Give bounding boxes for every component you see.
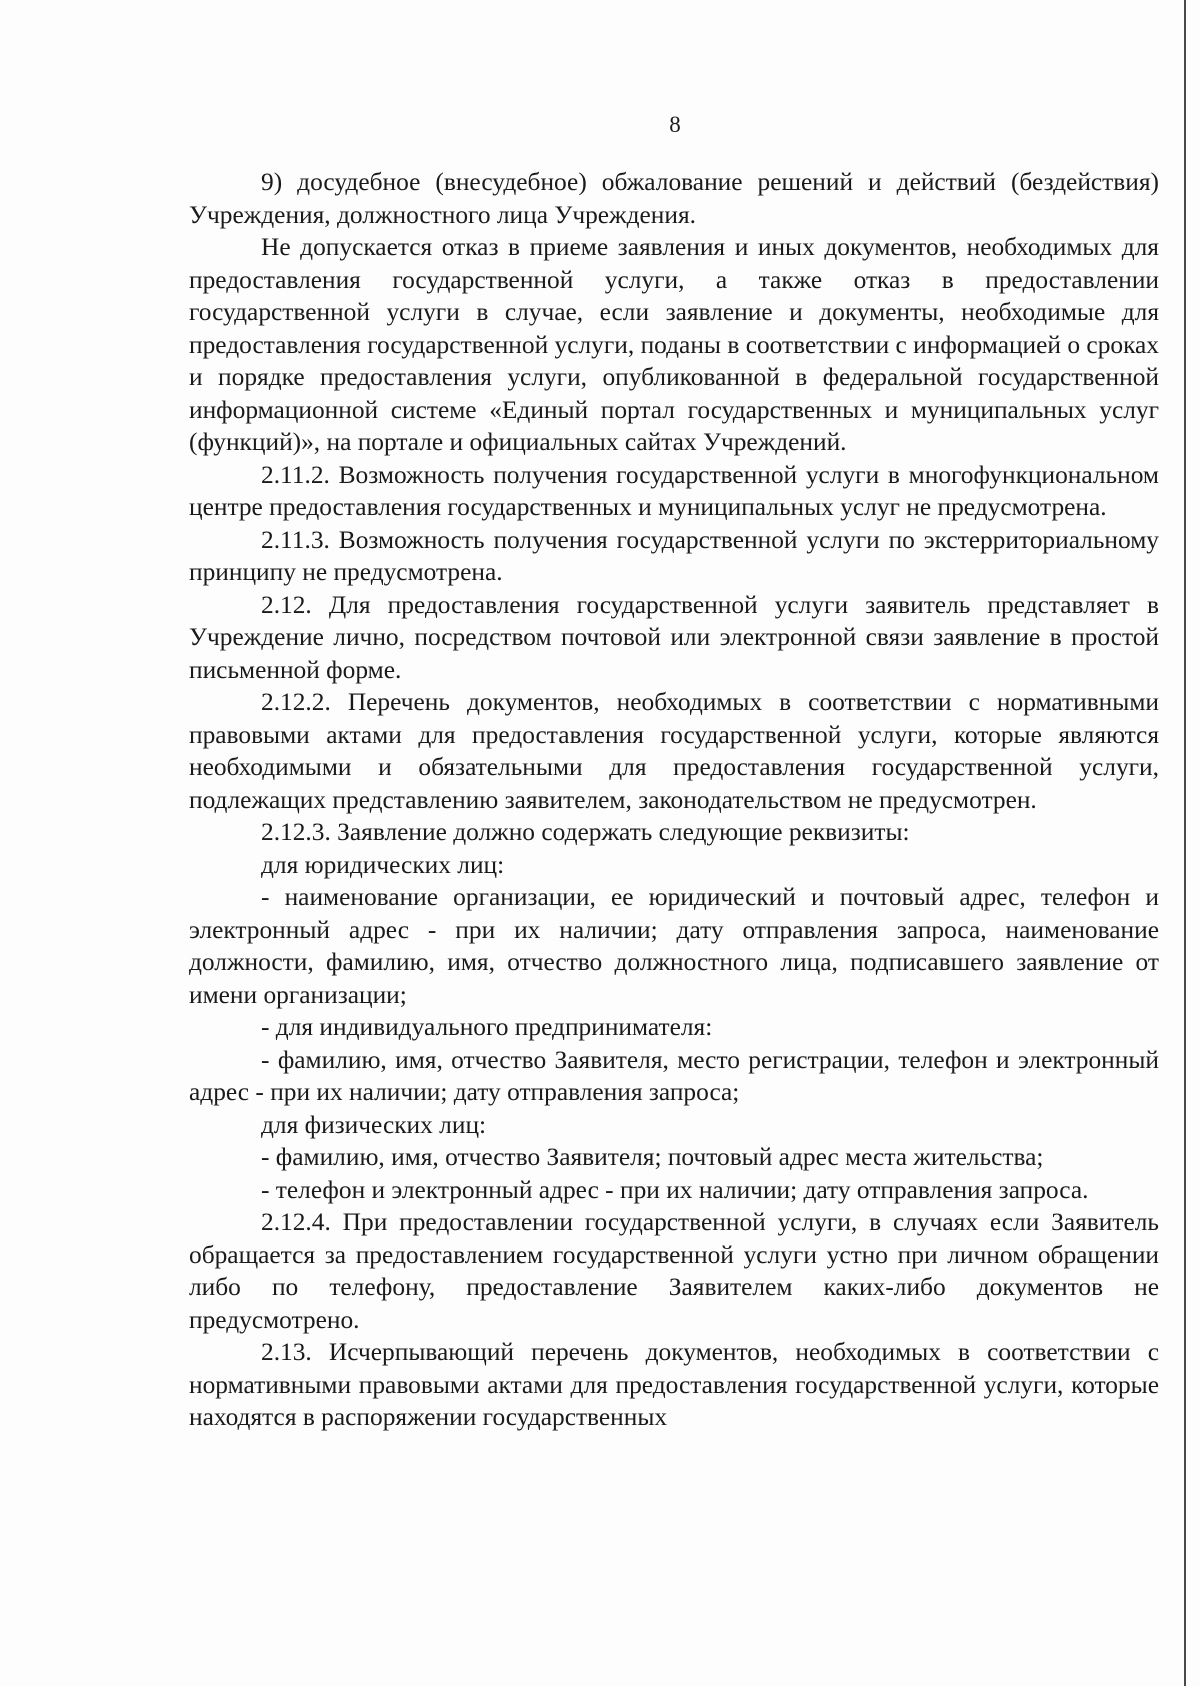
paragraph-item-9: 9) досудебное (внесудебное) обжалование решений и действий (бездействия) Учреждения, должностного лица Учреждения. bbox=[189, 168, 1159, 229]
paragraph-2-12: 2.12. Для предоставления государственной услуги заявитель представляет в Учреждение лично, посредством почтовой или электронной связи заявление в простой письменной форме. bbox=[189, 590, 1159, 684]
paragraph-2-12-2: 2.12.2. Перечень документов, необходимых в соответствии с нормативными правовыми актами для предоставления государственной услуги, которые являются необходимыми и обязательными для предоставления государственной услуги, подлежащих представлению заявителем, законодательством не предусмотрен. bbox=[189, 688, 1159, 814]
paragraph-2-13: 2.13. Исчерпывающий перечень документов, необходимых в соответствии с нормативными правовыми актами для предоставления государственной услуги, которые находятся в распоряжении государственных bbox=[189, 1338, 1159, 1431]
paragraph-individual-contacts: - телефон и электронный адрес - при их наличии; дату отправления запроса. bbox=[261, 1175, 1089, 1204]
paragraph-individual-entrepreneur: - для индивидуального предпринимателя: bbox=[261, 1013, 713, 1041]
paragraph-2-11-3: 2.11.3. Возможность получения государственной услуги по экстерриториальному принципу не предусмотрена. bbox=[189, 525, 1159, 586]
paragraph-refusal-not-allowed: Не допускается отказ в приеме заявления и иных документов, необходимых для предоставления государственной услуги, а также отказ в предоставлении государственной услуги в случае, если заявление и документы, необходимые для предоставления государственной услуги, поданы в соответствии с информацией о сроках и порядке предоставления услуги, опубликованной в федеральной государственной информационной системе «Единый портал государственных и муниципальных услуг (функций)», на портале и официальных сайтах Учреждений. bbox=[189, 233, 1159, 456]
paragraph-individuals: для физических лиц: bbox=[261, 1110, 487, 1139]
paragraph-2-11-2: 2.11.2. Возможность получения государственной услуги в многофункциональном центре предоставления государственных и муниципальных услуг не предусмотрена. bbox=[189, 460, 1159, 521]
paragraph-legal-entities: для юридических лиц: bbox=[261, 850, 505, 879]
document-body bbox=[189, 166, 1159, 1434]
paragraph-2-12-3: 2.12.3. Заявление должно содержать следующие реквизиты: bbox=[261, 818, 910, 846]
page-number: 8 bbox=[669, 112, 681, 137]
scan-edge-line bbox=[1184, 0, 1186, 1686]
paragraph-individual-name-address: - фамилию, имя, отчество Заявителя; почтовый адрес места жительства; bbox=[261, 1143, 1044, 1171]
paragraph-organization-details: - наименование организации, ее юридический и почтовый адрес, телефон и электронный адрес - при их наличии; дату отправления запроса, наименование должности, фамилию, имя, отчество должностного лица, подписавшего заявление от имени организации; bbox=[189, 883, 1159, 1009]
paragraph-entrepreneur-details: - фамилию, имя, отчество Заявителя, место регистрации, телефон и электронный адрес - при их наличии; дату отправления запроса; bbox=[189, 1045, 1159, 1106]
paragraph-2-12-4: 2.12.4. При предоставлении государственной услуги, в случаях если Заявитель обращается за предоставлением государственной услуги устно при личном обращении либо по телефону, предоставление Заявителем каких-либо документов не предусмотрено. bbox=[189, 1208, 1159, 1334]
